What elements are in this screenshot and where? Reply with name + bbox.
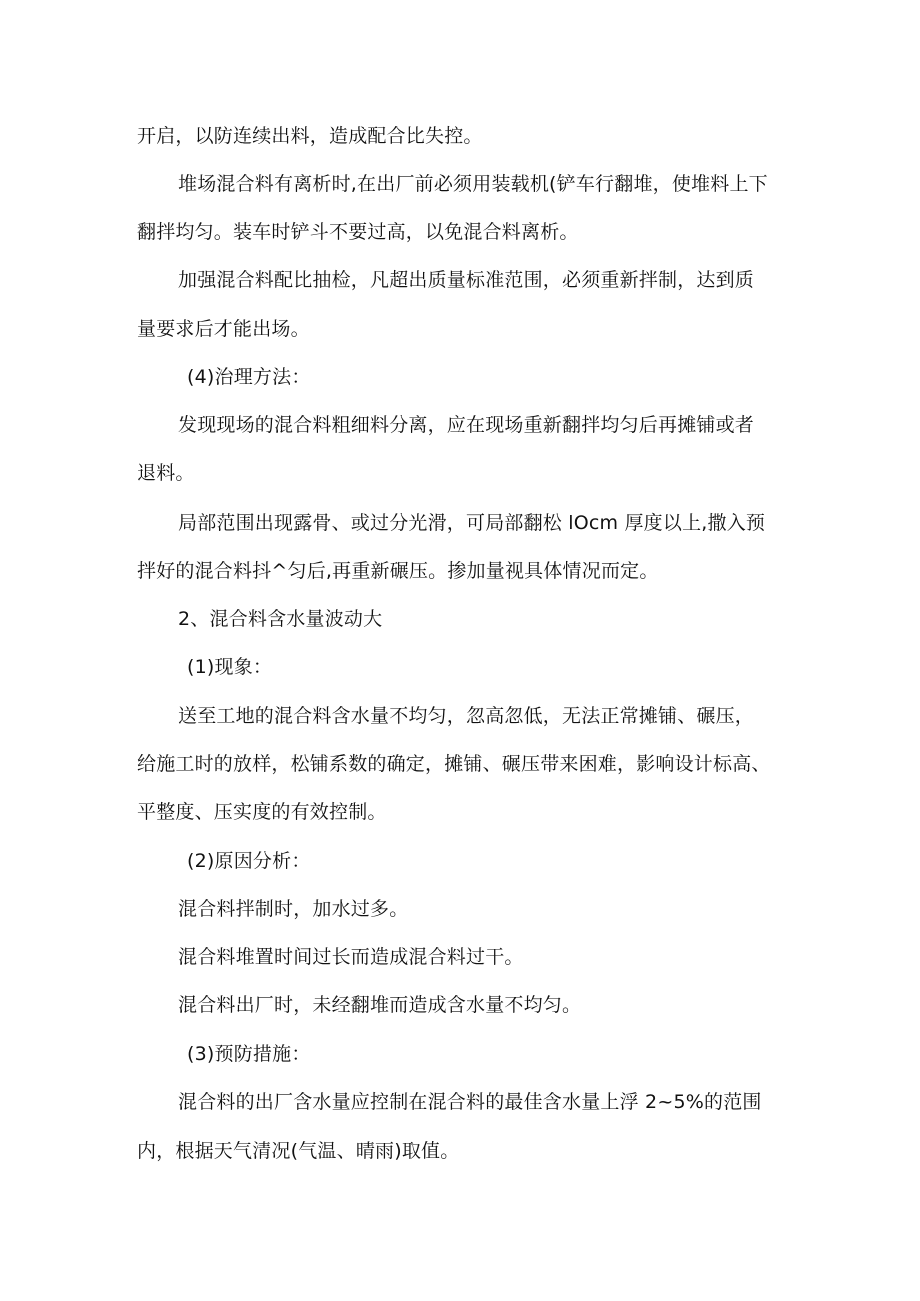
text-line: 加强混合料配比抽检，凡超出质量标准范围，必须重新拌制，达到质 — [178, 269, 755, 291]
text-line: 混合料堆置时间过长而造成混合料过干。 — [178, 946, 524, 968]
section-heading: (3)预防措施： — [187, 1043, 311, 1065]
text-line: 翻拌均匀。装车时铲斗不要过高，以免混合料离析。 — [137, 221, 579, 243]
text-line: 开启，以防连续出料，造成配合比失控。 — [137, 125, 483, 147]
text-line: 混合料出厂时，未经翻堆而造成含水量不均匀。 — [178, 994, 582, 1016]
text-line: 内，根据天气清况(气温、晴雨)取值。 — [137, 1140, 460, 1162]
text-line: 给施工时的放样，松铺系数的确定，摊铺、碾压带来困难，影响设计标高、 — [137, 753, 771, 775]
text-line: 拌好的混合料抖^匀后,再重新碾压。掺加量视具体情况而定。 — [137, 560, 659, 582]
text-line: 局部范围出现露骨、或过分光滑，可局部翻松 lOcm 厚度以上,撒入预 — [178, 512, 766, 534]
text-line: 混合料的出厂含水量应控制在混合料的最佳含水量上浮 2~5%的范围 — [178, 1091, 762, 1113]
text-line: 堆场混合料有离析时,在出厂前必须用装载机(铲车行翻堆，使堆料上下 — [178, 173, 768, 195]
text-line: 量要求后才能出场。 — [137, 318, 310, 340]
section-heading: (4)治理方法： — [187, 366, 311, 388]
section-heading: (1)现象： — [187, 656, 273, 678]
text-line: 平整度、压实度的有效控制。 — [137, 801, 387, 823]
text-line: 送至工地的混合料含水量不均匀，忽高忽低，无法正常摊铺、碾压， — [178, 705, 755, 727]
text-line: 退料。 — [137, 462, 195, 484]
section-heading: (2)原因分析： — [187, 850, 311, 872]
text-line: 混合料拌制时，加水过多。 — [178, 898, 409, 920]
text-line: 发现现场的混合料粗细料分离，应在现场重新翻拌均匀后再摊铺或者 — [178, 414, 755, 436]
section-heading: 2、混合料含水量波动大 — [178, 608, 383, 630]
